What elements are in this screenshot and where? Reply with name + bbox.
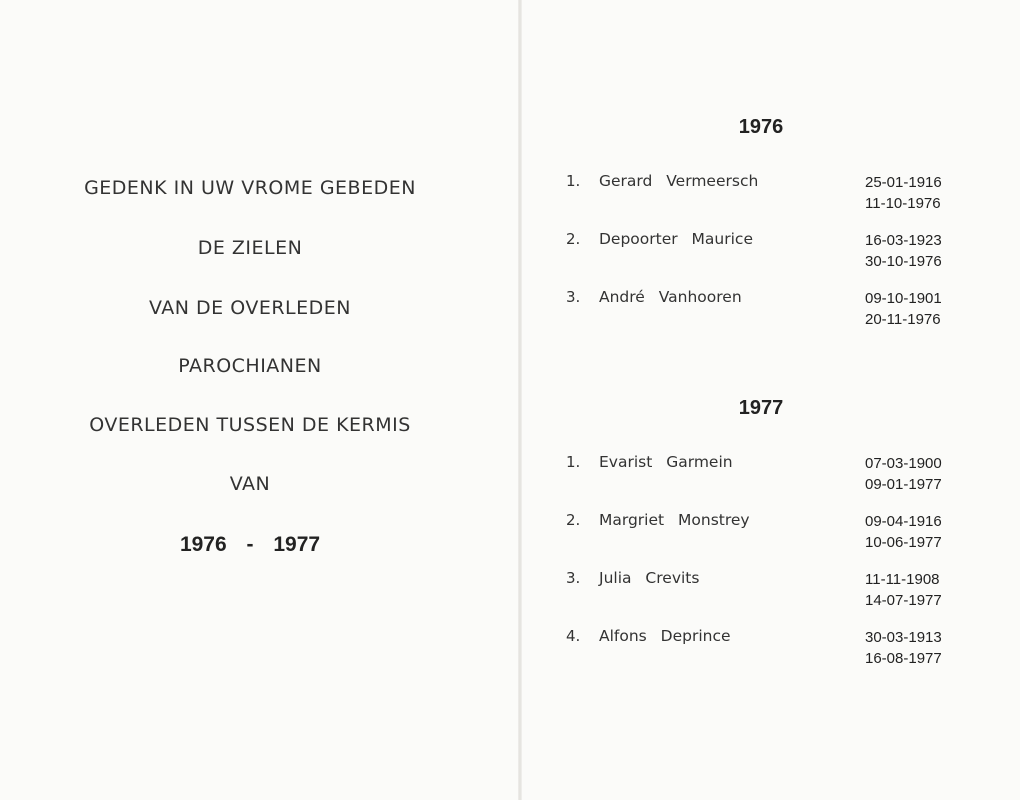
- year-range-from: 1976: [179, 533, 227, 556]
- year-range: [0, 533, 500, 557]
- entry-name: Evarist Garmein: [599, 453, 733, 471]
- list-item: [522, 453, 1020, 497]
- right-page: [522, 0, 1020, 800]
- entry-name: Margriet Monstrey: [599, 511, 750, 529]
- entry-birth-date: 11-11-1908: [865, 571, 940, 588]
- intro-line-3: VAN DE OVERLEDEN: [149, 297, 351, 319]
- intro-line-4: PAROCHIANEN: [178, 355, 322, 377]
- entry-dates: [865, 230, 942, 272]
- entry-name: Alfons Deprince: [599, 627, 731, 645]
- entry-death-date: 11-10-1976: [865, 195, 941, 212]
- entry-number: 2.: [566, 511, 581, 529]
- list-item: [522, 230, 1020, 274]
- entry-death-date: 30-10-1976: [865, 253, 942, 270]
- entry-birth-date: 25-01-1916: [865, 174, 942, 191]
- entry-dates: [865, 569, 942, 611]
- entry-death-date: 09-01-1977: [865, 476, 942, 493]
- entry-number: 2.: [566, 230, 581, 248]
- entry-dates: [865, 453, 942, 495]
- intro-line-2: DE ZIELEN: [197, 237, 303, 259]
- entry-number: 3.: [566, 569, 581, 587]
- intro-line-5: OVERLEDEN TUSSEN DE KERMIS: [89, 414, 411, 436]
- section-year-heading: 1977: [738, 397, 784, 419]
- entry-name: Depoorter Maurice: [599, 230, 753, 248]
- entry-dates: [865, 288, 942, 330]
- entry-birth-date: 09-04-1916: [865, 513, 942, 530]
- list-item: [522, 569, 1020, 613]
- year-range-to: 1977: [273, 533, 321, 556]
- entry-number: 3.: [566, 288, 581, 306]
- entry-death-date: 10-06-1977: [865, 534, 942, 551]
- entry-dates: [865, 511, 942, 553]
- entry-birth-date: 07-03-1900: [865, 455, 942, 472]
- list-item: [522, 511, 1020, 555]
- section-year-heading: 1976: [738, 116, 784, 138]
- entry-number: 1.: [566, 172, 581, 190]
- intro-line-6: VAN: [229, 473, 271, 495]
- entry-dates: [865, 627, 942, 669]
- entry-birth-date: 09-10-1901: [865, 290, 942, 307]
- entry-number: 1.: [566, 453, 581, 471]
- intro-line-1: GEDENK IN UW VROME GEBEDEN: [84, 177, 416, 199]
- year-range-separator: -: [246, 533, 254, 556]
- entry-birth-date: 30-03-1913: [865, 629, 942, 646]
- list-item: [522, 627, 1020, 671]
- entry-death-date: 20-11-1976: [865, 311, 941, 328]
- entry-death-date: 16-08-1977: [865, 650, 942, 667]
- list-item: [522, 172, 1020, 216]
- entry-name: André Vanhooren: [599, 288, 742, 306]
- list-item: [522, 288, 1020, 332]
- entry-death-date: 14-07-1977: [865, 592, 942, 609]
- entry-name: Julia Crevits: [599, 569, 700, 587]
- entry-birth-date: 16-03-1923: [865, 232, 942, 249]
- entry-number: 4.: [566, 627, 581, 645]
- entry-dates: [865, 172, 942, 214]
- entry-name: Gerard Vermeersch: [599, 172, 759, 190]
